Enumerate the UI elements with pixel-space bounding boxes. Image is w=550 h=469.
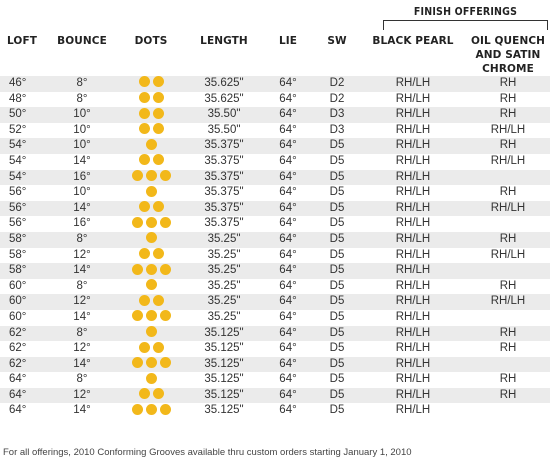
yellow-dot-icon — [139, 92, 150, 103]
cell-bounce: 10° — [73, 123, 91, 136]
cell-sw: D5 — [314, 232, 360, 248]
cell-bounce: 16° — [48, 170, 116, 186]
cell-dots — [116, 310, 186, 326]
yellow-dot-icon — [146, 373, 157, 384]
cell-length: 35.25" — [207, 248, 241, 261]
yellow-dot-icon — [160, 404, 171, 415]
cell-loft: 50° — [0, 107, 48, 123]
cell-sw: D5 — [329, 279, 345, 292]
yellow-dot-icon — [139, 342, 150, 353]
cell-black-pearl: RH/LH — [395, 342, 431, 355]
cell-oil-quench: RH — [466, 107, 550, 123]
finish-offerings-title: FINISH OFFERINGS — [413, 6, 518, 18]
cell-lie: 64° — [279, 123, 297, 136]
yellow-dot-icon — [146, 264, 157, 275]
cell-sw: D5 — [329, 217, 345, 230]
cell-loft: 60° — [9, 279, 27, 292]
cell-oil-quench: RH/LH — [466, 294, 550, 310]
yellow-dot-icon — [146, 404, 157, 415]
cell-oil-quench: RH — [499, 279, 517, 292]
yellow-dot-icon — [153, 76, 164, 87]
yellow-dot-icon — [153, 342, 164, 353]
cell-dots — [116, 372, 186, 388]
table-row — [0, 76, 550, 92]
cell-black-pearl: RH/LH — [360, 388, 466, 404]
table-row — [0, 357, 550, 373]
cell-loft: 56° — [9, 217, 27, 230]
cell-bounce: 10° — [73, 186, 91, 199]
cell-loft: 48° — [9, 92, 27, 105]
cell-lie: 64° — [279, 310, 297, 323]
cell-loft: 60° — [0, 294, 48, 310]
cell-oil-quench — [466, 216, 550, 232]
yellow-dot-icon — [132, 264, 143, 275]
cell-loft: 62° — [0, 357, 48, 373]
yellow-dot-icon — [139, 248, 150, 259]
cell-loft: 62° — [0, 326, 48, 342]
cell-bounce: 8° — [76, 373, 88, 386]
cell-lie: 64° — [279, 248, 297, 261]
cell-loft: 62° — [9, 342, 27, 355]
cell-length: 35.25" — [207, 310, 241, 323]
cell-loft: 58° — [0, 263, 48, 279]
table-row — [0, 341, 550, 357]
cell-dots — [116, 138, 186, 154]
cell-dots — [116, 201, 186, 217]
cell-sw: D2 — [329, 92, 345, 105]
cell-dots — [116, 248, 186, 264]
cell-bounce: 8° — [76, 92, 88, 105]
yellow-dot-icon — [153, 123, 164, 134]
cell-bounce: 8° — [48, 76, 116, 92]
yellow-dot-icon — [146, 326, 157, 337]
cell-oil-quench: RH — [466, 232, 550, 248]
yellow-dot-icon — [146, 232, 157, 243]
cell-sw: D5 — [329, 248, 345, 261]
cell-sw: D5 — [329, 310, 345, 323]
cell-length: 35.25" — [186, 232, 262, 248]
yellow-dot-icon — [160, 217, 171, 228]
yellow-dot-icon — [146, 279, 157, 290]
table-row — [0, 248, 550, 264]
cell-bounce: 14° — [48, 357, 116, 373]
cell-black-pearl: RH/LH — [360, 107, 466, 123]
cell-dots — [116, 294, 186, 310]
yellow-dot-icon — [139, 154, 150, 165]
cell-length: 35.125" — [204, 342, 244, 355]
cell-oil-quench: RH/LH — [490, 154, 526, 167]
cell-oil-quench: RH/LH — [466, 201, 550, 217]
cell-black-pearl: RH/LH — [395, 217, 431, 230]
cell-sw: D5 — [314, 263, 360, 279]
cell-length: 35.125" — [186, 326, 262, 342]
cell-bounce: 12° — [48, 294, 116, 310]
yellow-dot-icon — [160, 310, 171, 321]
cell-black-pearl: RH/LH — [395, 373, 431, 386]
yellow-dot-icon — [139, 108, 150, 119]
cell-black-pearl: RH/LH — [395, 310, 431, 323]
cell-loft: 56° — [0, 201, 48, 217]
cell-lie: 64° — [262, 388, 314, 404]
finish-offerings-bracket — [383, 20, 548, 30]
cell-oil-quench — [466, 263, 550, 279]
table-header-row — [0, 34, 550, 76]
cell-black-pearl: RH/LH — [360, 263, 466, 279]
cell-dots — [116, 76, 186, 92]
cell-loft: 64° — [9, 404, 27, 417]
cell-lie: 64° — [279, 404, 297, 417]
cell-sw: D5 — [314, 170, 360, 186]
yellow-dot-icon — [139, 76, 150, 87]
cell-oil-quench: RH/LH — [490, 123, 526, 136]
cell-oil-quench: RH — [466, 76, 550, 92]
col-header-dots: DOTS — [134, 35, 168, 47]
cell-oil-quench: RH — [499, 92, 517, 105]
cell-oil-quench: RH — [466, 326, 550, 342]
cell-dots — [116, 388, 186, 404]
cell-lie: 64° — [279, 186, 297, 199]
cell-loft: 64° — [9, 373, 27, 386]
cell-lie: 64° — [279, 279, 297, 292]
cell-lie: 64° — [262, 232, 314, 248]
table-row — [0, 388, 550, 404]
cell-lie: 64° — [262, 357, 314, 373]
table-row — [0, 232, 550, 248]
cell-length: 35.125" — [204, 373, 244, 386]
cell-sw: D5 — [329, 373, 345, 386]
cell-bounce: 14° — [73, 154, 91, 167]
cell-lie: 64° — [262, 263, 314, 279]
cell-dots — [116, 326, 186, 342]
col-header-lie: LIE — [278, 35, 298, 47]
cell-length: 35.375" — [204, 154, 244, 167]
cell-dots — [116, 263, 186, 279]
cell-sw: D2 — [314, 76, 360, 92]
cell-lie: 64° — [262, 170, 314, 186]
cell-length: 35.125" — [186, 388, 262, 404]
table-row — [0, 216, 550, 232]
table-row — [0, 154, 550, 170]
yellow-dot-icon — [132, 217, 143, 228]
cell-bounce: 8° — [76, 279, 88, 292]
yellow-dot-icon — [146, 357, 157, 368]
cell-lie: 64° — [262, 201, 314, 217]
cell-black-pearl: RH/LH — [395, 154, 431, 167]
cell-oil-quench: RH — [499, 342, 517, 355]
cell-dots — [116, 154, 186, 170]
cell-loft: 54° — [0, 138, 48, 154]
cell-bounce: 14° — [48, 201, 116, 217]
cell-loft: 58° — [9, 248, 27, 261]
table-row — [0, 326, 550, 342]
cell-oil-quench: RH — [466, 388, 550, 404]
yellow-dot-icon — [146, 310, 157, 321]
yellow-dot-icon — [146, 170, 157, 181]
cell-black-pearl: RH/LH — [395, 123, 431, 136]
col-header-sw: SW — [327, 35, 347, 47]
cell-sw: D5 — [329, 404, 345, 417]
cell-oil-quench — [466, 310, 550, 326]
cell-bounce: 14° — [73, 404, 91, 417]
cell-lie: 64° — [279, 342, 297, 355]
cell-length: 35.25" — [186, 263, 262, 279]
col-header-black-pearl: BLACK PEARL — [372, 35, 454, 47]
table-row — [0, 185, 550, 201]
cell-sw: D5 — [314, 294, 360, 310]
cell-dots — [116, 170, 186, 186]
cell-lie: 64° — [279, 373, 297, 386]
cell-lie: 64° — [262, 76, 314, 92]
yellow-dot-icon — [160, 264, 171, 275]
yellow-dot-icon — [153, 201, 164, 212]
col-header-oil-quench: OIL QUENCH AND SATIN CHROME — [470, 35, 546, 75]
cell-lie: 64° — [279, 154, 297, 167]
yellow-dot-icon — [132, 170, 143, 181]
cell-bounce: 8° — [48, 232, 116, 248]
cell-bounce: 10° — [48, 138, 116, 154]
cell-length: 35.375" — [186, 201, 262, 217]
cell-sw: D3 — [314, 107, 360, 123]
cell-dots — [116, 279, 186, 295]
wedge-specs-table — [0, 34, 550, 419]
cell-sw: D5 — [329, 154, 345, 167]
cell-lie: 64° — [262, 138, 314, 154]
cell-black-pearl: RH/LH — [360, 294, 466, 310]
yellow-dot-icon — [139, 295, 150, 306]
cell-loft: 52° — [9, 123, 27, 136]
cell-sw: D5 — [314, 138, 360, 154]
cell-black-pearl: RH/LH — [395, 248, 431, 261]
cell-oil-quench: RH — [466, 138, 550, 154]
yellow-dot-icon — [146, 186, 157, 197]
cell-bounce: 12° — [48, 388, 116, 404]
cell-sw: D5 — [329, 342, 345, 355]
yellow-dot-icon — [139, 388, 150, 399]
cell-loft: 54° — [9, 154, 27, 167]
cell-length: 35.375" — [204, 217, 244, 230]
cell-dots — [116, 92, 186, 108]
cell-dots — [116, 341, 186, 357]
cell-oil-quench — [466, 403, 550, 419]
yellow-dot-icon — [139, 201, 150, 212]
yellow-dot-icon — [132, 404, 143, 415]
yellow-dot-icon — [153, 388, 164, 399]
yellow-dot-icon — [146, 217, 157, 228]
cell-bounce: 14° — [73, 310, 91, 323]
cell-lie: 64° — [262, 294, 314, 310]
cell-lie: 64° — [279, 217, 297, 230]
cell-sw: D5 — [314, 201, 360, 217]
yellow-dot-icon — [160, 357, 171, 368]
table-row — [0, 201, 550, 217]
cell-black-pearl: RH/LH — [395, 279, 431, 292]
cell-length: 35.375" — [186, 170, 262, 186]
cell-bounce: 10° — [48, 107, 116, 123]
cell-dots — [116, 107, 186, 123]
table-row — [0, 263, 550, 279]
cell-length: 35.125" — [204, 404, 244, 417]
cell-sw: D5 — [314, 388, 360, 404]
table-row — [0, 403, 550, 419]
cell-sw: D3 — [329, 123, 345, 136]
yellow-dot-icon — [153, 154, 164, 165]
cell-bounce: 8° — [48, 326, 116, 342]
yellow-dot-icon — [132, 357, 143, 368]
cell-black-pearl: RH/LH — [360, 201, 466, 217]
table-row — [0, 138, 550, 154]
table-row — [0, 310, 550, 326]
cell-loft: 60° — [9, 310, 27, 323]
table-row — [0, 123, 550, 139]
cell-bounce: 12° — [73, 248, 91, 261]
cell-length: 35.25" — [207, 279, 241, 292]
cell-loft: 56° — [9, 186, 27, 199]
cell-length: 35.125" — [186, 357, 262, 373]
table-row — [0, 170, 550, 186]
cell-sw: D5 — [329, 186, 345, 199]
cell-dots — [116, 185, 186, 201]
cell-loft: 46° — [0, 76, 48, 92]
col-header-loft: LOFT — [7, 35, 37, 47]
cell-black-pearl: RH/LH — [360, 326, 466, 342]
cell-dots — [116, 123, 186, 139]
cell-oil-quench — [466, 357, 550, 373]
cell-black-pearl: RH/LH — [360, 138, 466, 154]
table-row — [0, 279, 550, 295]
yellow-dot-icon — [146, 139, 157, 150]
cell-bounce: 16° — [73, 217, 91, 230]
yellow-dot-icon — [153, 92, 164, 103]
cell-black-pearl: RH/LH — [360, 170, 466, 186]
cell-black-pearl: RH/LH — [395, 186, 431, 199]
cell-oil-quench: RH — [499, 186, 517, 199]
cell-oil-quench: RH/LH — [490, 248, 526, 261]
yellow-dot-icon — [139, 123, 150, 134]
cell-lie: 64° — [262, 326, 314, 342]
cell-lie: 64° — [279, 92, 297, 105]
yellow-dot-icon — [132, 310, 143, 321]
cell-length: 35.25" — [186, 294, 262, 310]
cell-sw: D5 — [314, 326, 360, 342]
cell-bounce: 14° — [48, 263, 116, 279]
cell-dots — [116, 357, 186, 373]
cell-length: 35.50" — [207, 123, 241, 136]
yellow-dot-icon — [153, 248, 164, 259]
cell-loft: 64° — [0, 388, 48, 404]
col-header-length: LENGTH — [200, 35, 248, 47]
yellow-dot-icon — [153, 295, 164, 306]
cell-length: 35.375" — [186, 138, 262, 154]
table-row — [0, 372, 550, 388]
cell-black-pearl: RH/LH — [360, 232, 466, 248]
cell-dots — [116, 216, 186, 232]
footnote: For all offerings, 2010 Conforming Grooves available thru custom orders starting January 1, 2010 — [3, 447, 412, 458]
cell-lie: 64° — [262, 107, 314, 123]
cell-black-pearl: RH/LH — [360, 76, 466, 92]
table-row — [0, 107, 550, 123]
col-header-bounce: BOUNCE — [57, 35, 107, 47]
cell-sw: D5 — [314, 357, 360, 373]
cell-loft: 54° — [0, 170, 48, 186]
cell-black-pearl: RH/LH — [395, 92, 431, 105]
yellow-dot-icon — [160, 170, 171, 181]
cell-dots — [116, 403, 186, 419]
yellow-dot-icon — [153, 108, 164, 119]
table-row — [0, 92, 550, 108]
cell-length: 35.375" — [204, 186, 244, 199]
table-row — [0, 294, 550, 310]
cell-length: 35.50" — [186, 107, 262, 123]
cell-length: 35.625" — [204, 92, 244, 105]
cell-black-pearl: RH/LH — [360, 357, 466, 373]
cell-oil-quench: RH — [499, 373, 517, 386]
cell-bounce: 12° — [73, 342, 91, 355]
cell-loft: 58° — [0, 232, 48, 248]
cell-length: 35.625" — [186, 76, 262, 92]
cell-oil-quench — [466, 170, 550, 186]
cell-black-pearl: RH/LH — [395, 404, 431, 417]
cell-dots — [116, 232, 186, 248]
